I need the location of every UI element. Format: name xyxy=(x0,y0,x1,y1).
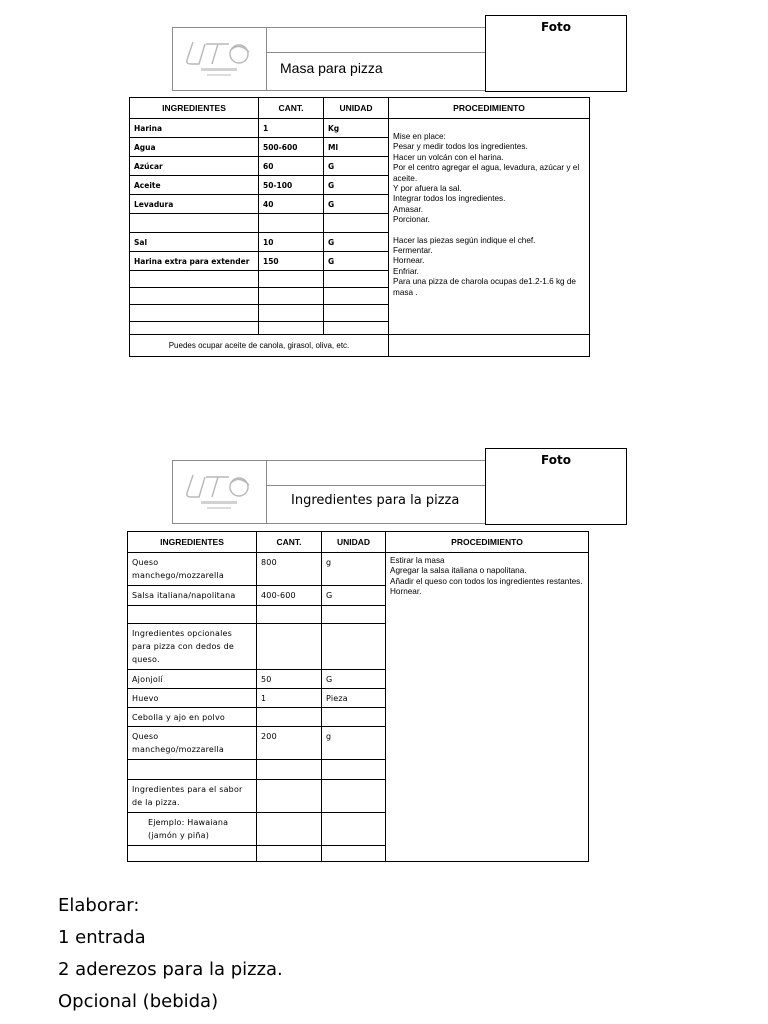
qty-cell: 60 xyxy=(259,157,324,176)
qty-cell xyxy=(257,813,322,846)
ingredient-cell: Harina extra para extender xyxy=(130,252,259,271)
unit-cell xyxy=(322,780,386,813)
unit-cell xyxy=(322,606,386,624)
unit-cell xyxy=(324,214,389,233)
unit-cell: Kg xyxy=(324,119,389,138)
procedure-line: Hornear. xyxy=(390,587,422,597)
ingredient-cell xyxy=(128,760,257,780)
unit-cell xyxy=(322,846,386,862)
footer-line-aderezos: 2 aderezos para la pizza. xyxy=(58,959,283,980)
table-header-row xyxy=(130,98,590,119)
footer-line-bebida: Opcional (bebida) xyxy=(58,991,219,1012)
procedure-line: Porcionar. xyxy=(393,215,430,225)
unit-cell xyxy=(324,305,389,322)
ingredient-cell: Azúcar xyxy=(130,157,259,176)
ingredient-cell: Salsa italiana/napolitana xyxy=(128,586,257,606)
ingredient-cell: Agua xyxy=(130,138,259,157)
qty-cell xyxy=(259,288,324,305)
card1-photo-box xyxy=(485,15,627,92)
procedure-line: Por el centro agregar el agua, levadura, azúcar y el aceite. xyxy=(393,163,580,183)
ingredient-cell: Ingredientes opcionales para pizza con dedos de queso. xyxy=(128,624,257,670)
procedure-line: Y por afuera la sal. xyxy=(393,184,462,194)
ingredient-cell xyxy=(130,271,259,288)
footer-line-entrada: 1 entrada xyxy=(58,927,146,948)
ut-logo-icon xyxy=(173,28,267,90)
qty-cell xyxy=(257,760,322,780)
procedure-cell xyxy=(386,553,589,862)
qty-cell xyxy=(257,846,322,862)
ut-logo xyxy=(173,461,267,523)
procedure-line: Pesar y medir todos los ingredientes. xyxy=(393,142,528,152)
unit-cell: G xyxy=(324,195,389,214)
qty-cell: 200 xyxy=(257,727,322,760)
unit-cell: Pieza xyxy=(322,689,386,708)
procedure-line: Hacer las piezas según indique el chef. xyxy=(393,235,536,245)
unit-cell xyxy=(322,760,386,780)
qty-cell: 400-600 xyxy=(257,586,322,606)
card1-title: Masa para pizza xyxy=(280,60,383,76)
unit-cell xyxy=(322,708,386,727)
note-cell: Puedes ocupar aceite de canola, girasol, oliva, etc. xyxy=(130,335,389,357)
unit-cell xyxy=(324,322,389,335)
procedure-line: Para una pizza de charola ocupas de1.2-1.6 kg de masa . xyxy=(393,277,576,297)
qty-cell xyxy=(257,624,322,670)
header-procedimiento: PROCEDIMIENTO xyxy=(389,98,590,119)
ingredient-cell: Huevo xyxy=(128,689,257,708)
note-row xyxy=(130,335,590,357)
unit-cell xyxy=(324,271,389,288)
procedure-line xyxy=(393,226,585,236)
qty-cell xyxy=(259,214,324,233)
header-ingredientes: INGREDIENTES xyxy=(128,532,257,553)
procedure-line: Añadir el queso con todos los ingredientes restantes. xyxy=(390,576,583,586)
ingredient-cell xyxy=(128,606,257,624)
procedure-line: Enfriar. xyxy=(393,266,419,276)
unit-cell: g xyxy=(322,727,386,760)
qty-cell: 500-600 xyxy=(259,138,324,157)
unit-cell: Ml xyxy=(324,138,389,157)
procedure-cell xyxy=(389,119,590,335)
table-row xyxy=(128,553,589,586)
table-header-row xyxy=(128,532,589,553)
header-cant: CANT. xyxy=(257,532,322,553)
ingredient-cell: Ingredientes para el sabor de la pizza. xyxy=(128,780,257,813)
qty-cell: 10 xyxy=(259,233,324,252)
procedure-line: Agregar la salsa italiana o napolitana. xyxy=(390,566,527,576)
ingredient-cell: Queso manchego/mozzarella xyxy=(128,727,257,760)
ingredient-cell: Ajonjolí xyxy=(128,670,257,689)
unit-cell: G xyxy=(324,233,389,252)
ingredient-cell xyxy=(128,846,257,862)
unit-cell xyxy=(324,288,389,305)
ingredient-cell: Queso manchego/mozzarella xyxy=(128,553,257,586)
unit-cell: G xyxy=(324,176,389,195)
card2-recipe-table xyxy=(127,531,589,862)
ut-logo-icon xyxy=(173,461,267,523)
unit-cell: g xyxy=(322,553,386,586)
qty-cell: 1 xyxy=(257,689,322,708)
procedure-line: Mise en place: xyxy=(393,132,446,141)
card2-photo-label: Foto xyxy=(541,453,571,467)
procedure-line: Hornear. xyxy=(393,256,425,266)
procedure-line: Amasar. xyxy=(393,204,424,214)
qty-cell xyxy=(259,271,324,288)
header-ingredientes: INGREDIENTES xyxy=(130,98,259,119)
header-cant: CANT. xyxy=(259,98,324,119)
procedure-line: Fermentar. xyxy=(393,246,433,256)
ingredient-cell xyxy=(130,288,259,305)
card1-header xyxy=(172,27,486,91)
qty-cell: 40 xyxy=(259,195,324,214)
qty-cell: 50-100 xyxy=(259,176,324,195)
card2-title: Ingredientes para la pizza xyxy=(291,493,460,508)
note-empty-cell xyxy=(389,335,590,357)
header-divider xyxy=(267,52,485,53)
unit-cell: G xyxy=(322,670,386,689)
ut-logo xyxy=(173,28,267,90)
ingredient-cell: Sal xyxy=(130,233,259,252)
ingredient-cell: Levadura xyxy=(130,195,259,214)
procedure-line: Hacer un volcán con el harina. xyxy=(393,152,504,162)
unit-cell xyxy=(322,624,386,670)
procedure-line: Integrar todos los ingredientes. xyxy=(393,194,506,204)
card2-header xyxy=(172,460,486,524)
qty-cell xyxy=(257,780,322,813)
qty-cell: 800 xyxy=(257,553,322,586)
qty-cell: 150 xyxy=(259,252,324,271)
header-divider xyxy=(267,485,485,486)
qty-cell xyxy=(257,708,322,727)
header-procedimiento: PROCEDIMIENTO xyxy=(386,532,589,553)
qty-cell xyxy=(257,606,322,624)
ingredient-cell xyxy=(130,305,259,322)
card1-recipe-table xyxy=(129,97,590,357)
unit-cell: G xyxy=(324,252,389,271)
ingredient-cell xyxy=(130,214,259,233)
unit-cell xyxy=(322,813,386,846)
table-row xyxy=(130,119,590,138)
ingredient-cell: Harina xyxy=(130,119,259,138)
unit-cell: G xyxy=(324,157,389,176)
header-unidad: UNIDAD xyxy=(322,532,386,553)
qty-cell: 50 xyxy=(257,670,322,689)
ingredient-cell: Cebolla y ajo en polvo xyxy=(128,708,257,727)
qty-cell: 1 xyxy=(259,119,324,138)
header-unidad: UNIDAD xyxy=(324,98,389,119)
qty-cell xyxy=(259,305,324,322)
qty-cell xyxy=(259,322,324,335)
card1-photo-label: Foto xyxy=(541,20,571,34)
procedure-line: Estirar la masa xyxy=(390,556,445,565)
footer-line-elaborar: Elaborar: xyxy=(58,895,140,916)
card2-photo-box xyxy=(485,448,627,525)
unit-cell: G xyxy=(322,586,386,606)
ingredient-cell xyxy=(130,322,259,335)
ingredient-cell: Aceite xyxy=(130,176,259,195)
ingredient-cell: Ejemplo: Hawaiana (jamón y piña) xyxy=(128,813,257,846)
